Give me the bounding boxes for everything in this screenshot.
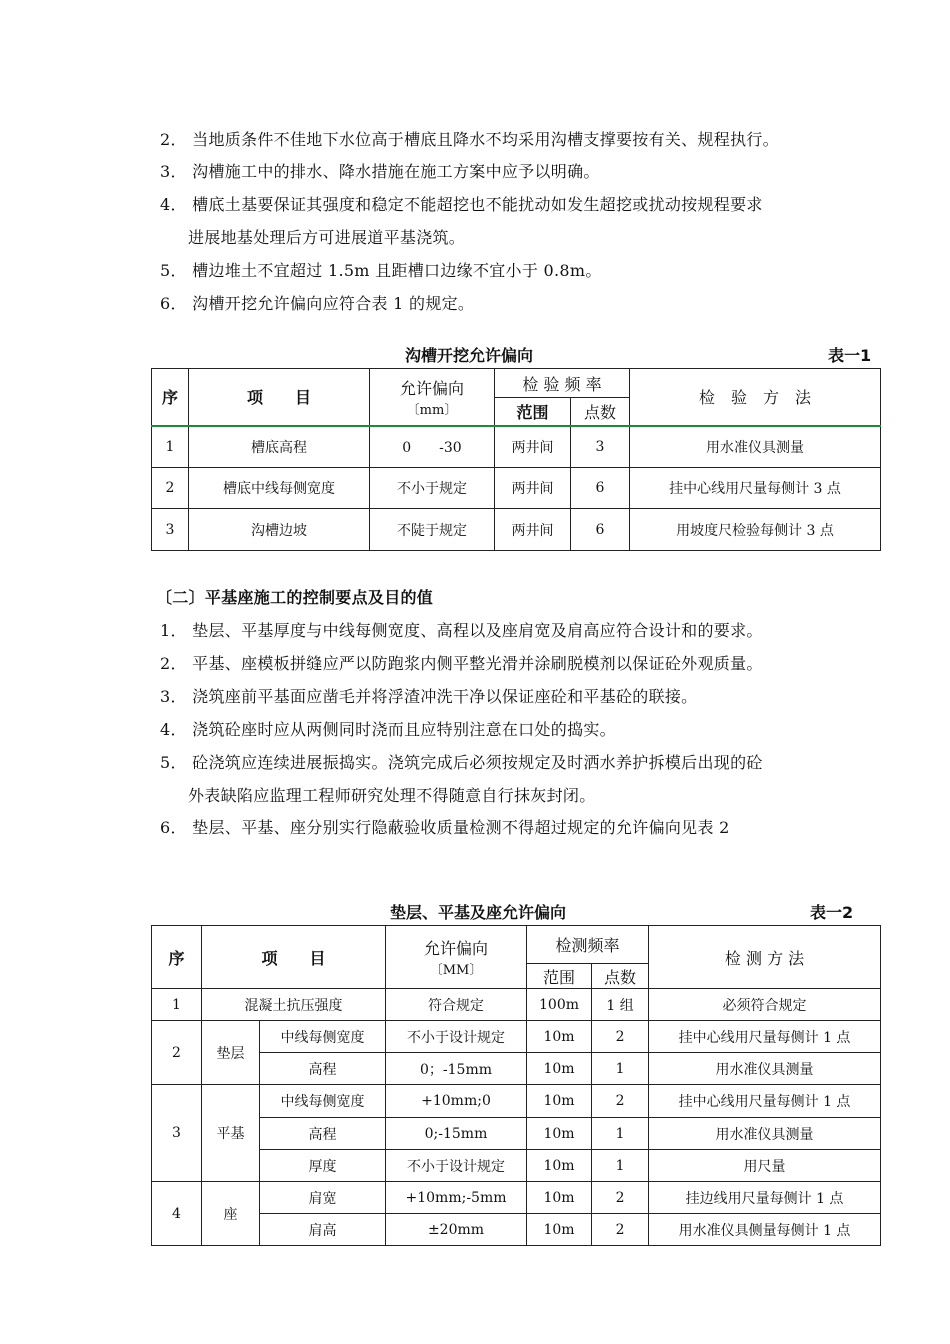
cell-range: 两井间	[495, 468, 571, 509]
cell-method: 用水准仪具侧量每侧计 1 点	[649, 1214, 881, 1246]
header-method: 检 测 方 法	[649, 926, 881, 989]
cell-method: 用水准仪具测量	[649, 1118, 881, 1150]
cell-tolerance: 不陡于规定	[370, 509, 495, 551]
table-row	[152, 1214, 881, 1246]
cell-method: 用水准仪具测量	[649, 1053, 881, 1085]
cell-group: 座	[202, 1182, 260, 1246]
cell-seq: 3	[152, 1085, 202, 1182]
cell-item: 沟槽边坡	[189, 509, 370, 551]
header-item: 项 目	[202, 926, 386, 989]
table1	[151, 368, 881, 551]
cell-tolerance: 不小于规定	[370, 468, 495, 509]
table2-title: 垫层、平基及座允许偏向	[390, 903, 567, 922]
cell-points: 1	[592, 1150, 649, 1182]
list-item: 4． 槽底土基要保证其强度和稳定不能超挖也不能扰动如发生超挖或扰动按规程要求	[160, 195, 763, 214]
cell-points: 1	[592, 1118, 649, 1150]
cell-item: 槽底高程	[189, 426, 370, 468]
list-item: 6． 垫层、平基、座分别实行隐蔽验收质量检测不得超过规定的允许偏向见表 2	[160, 818, 730, 837]
cell-group: 平基	[202, 1085, 260, 1182]
cell-range: 10m	[527, 1118, 592, 1150]
cell-points: 1 组	[592, 989, 649, 1021]
table2-label: 表一2	[810, 903, 854, 922]
cell-seq: 2	[152, 468, 189, 509]
cell-tolerance: 符合规定	[386, 989, 527, 1021]
table-row	[152, 1021, 881, 1053]
cell-seq: 1	[152, 989, 202, 1021]
cell-tolerance: 0 -30	[370, 426, 495, 468]
table-row	[152, 509, 881, 551]
cell-points: 3	[571, 426, 630, 468]
cell-seq: 1	[152, 426, 189, 468]
cell-group: 垫层	[202, 1021, 260, 1085]
table-row	[152, 1118, 881, 1150]
cell-tolerance: ±20mm	[386, 1214, 527, 1246]
header-item: 项 目	[189, 369, 370, 426]
cell-seq: 3	[152, 509, 189, 551]
cell-range: 10m	[527, 1214, 592, 1246]
table1-label: 表一1	[828, 346, 872, 365]
cell-range: 10m	[527, 1021, 592, 1053]
cell-item: 中线每侧宽度	[260, 1085, 386, 1118]
cell-method: 用水准仪具测量	[630, 426, 881, 468]
list-item: 4． 浇筑砼座时应从两侧同时浇而且应特别注意在口处的捣实。	[160, 720, 616, 739]
list-item: 1． 垫层、平基厚度与中线每侧宽度、高程以及座肩宽及肩高应符合设计和的要求。	[160, 621, 763, 640]
cell-points: 1	[592, 1053, 649, 1085]
table-row	[152, 1085, 881, 1118]
cell-item: 混凝土抗压强度	[202, 989, 386, 1021]
cell-method: 挂边线用尺量每侧计 1 点	[649, 1182, 881, 1214]
cell-method: 必须符合规定	[649, 989, 881, 1021]
list-item-continuation: 外表缺陷应监理工程师研究处理不得随意自行抹灰封闭。	[188, 786, 596, 805]
header-seq: 序	[152, 369, 189, 426]
cell-tolerance: 不小于设计规定	[386, 1021, 527, 1053]
header-points: 点数	[571, 398, 630, 426]
cell-points: 2	[592, 1085, 649, 1118]
cell-tolerance: +10mm;0	[386, 1085, 527, 1118]
cell-range: 100m	[527, 989, 592, 1021]
cell-range: 10m	[527, 1053, 592, 1085]
cell-seq: 2	[152, 1021, 202, 1085]
list-item: 3． 沟槽施工中的排水、降水措施在施工方案中应予以明确。	[160, 162, 600, 181]
cell-range: 10m	[527, 1182, 592, 1214]
cell-seq: 4	[152, 1182, 202, 1246]
list-item: 5． 槽边堆土不宜超过 1.5m 且距槽口边缘不宜小于 0.8m。	[160, 261, 602, 280]
cell-method: 挂中心线用尺量每侧计 1 点	[649, 1021, 881, 1053]
table-row	[152, 426, 881, 468]
cell-points: 6	[571, 509, 630, 551]
table-row	[152, 1182, 881, 1214]
table1-title: 沟槽开挖允许偏向	[405, 346, 534, 365]
cell-tolerance: 0；-15mm	[386, 1053, 527, 1085]
cell-points: 2	[592, 1021, 649, 1053]
list-item: 5． 砼浇筑应连续进展振捣实。浇筑完成后必须按规定及时洒水养护拆模后出现的砼	[160, 753, 763, 772]
list-item: 2． 平基、座模板拼缝应严以防跑浆内侧平整光滑并涂刷脱模剂以保证砼外观质量。	[160, 654, 763, 673]
cell-item: 厚度	[260, 1150, 386, 1182]
cell-range: 10m	[527, 1085, 592, 1118]
cell-tolerance: +10mm;-5mm	[386, 1182, 527, 1214]
cell-method: 用坡度尺检验每侧计 3 点	[630, 509, 881, 551]
header-range: 范围	[527, 964, 592, 989]
cell-range: 两井间	[495, 509, 571, 551]
cell-points: 6	[571, 468, 630, 509]
cell-item: 中线每侧宽度	[260, 1021, 386, 1053]
list-item: 6． 沟槽开挖允许偏向应符合表 1 的规定。	[160, 294, 475, 313]
table2	[151, 925, 881, 1246]
list-item-continuation: 进展地基处理后方可进展道平基浇筑。	[188, 228, 466, 247]
cell-tolerance: 0;-15mm	[386, 1118, 527, 1150]
header-points: 点数	[592, 964, 649, 989]
cell-item: 高程	[260, 1053, 386, 1085]
table-row	[152, 1150, 881, 1182]
header-tolerance: 允许偏向 〔MM〕	[386, 926, 527, 989]
cell-range: 两井间	[495, 426, 571, 468]
header-seq: 序	[152, 926, 202, 989]
cell-item: 肩宽	[260, 1182, 386, 1214]
cell-item: 槽底中线每侧宽度	[189, 468, 370, 509]
header-freq: 检 验 频 率	[495, 369, 630, 398]
header-tolerance: 允许偏向 〔mm〕	[370, 369, 495, 426]
cell-method: 用尺量	[649, 1150, 881, 1182]
cell-item: 肩高	[260, 1214, 386, 1246]
header-method: 检 验 方 法	[630, 369, 881, 426]
table-row	[152, 1053, 881, 1085]
table-row	[152, 989, 881, 1021]
cell-method: 挂中心线用尺量每侧计 3 点	[630, 468, 881, 509]
cell-item: 高程	[260, 1118, 386, 1150]
cell-range: 10m	[527, 1150, 592, 1182]
header-range: 范围	[495, 398, 571, 426]
header-freq: 检测频率	[527, 926, 649, 964]
section-heading: 〔二〕平基座施工的控制要点及目的值	[156, 588, 434, 607]
cell-points: 2	[592, 1182, 649, 1214]
table-row	[152, 468, 881, 509]
list-item: 3． 浇筑座前平基面应凿毛并将浮渣冲洗干净以保证座砼和平基砼的联接。	[160, 687, 698, 706]
cell-method: 挂中心线用尺量每侧计 1 点	[649, 1085, 881, 1118]
cell-tolerance: 不小于设计规定	[386, 1150, 527, 1182]
list-item: 2． 当地质条件不佳地下水位高于槽底且降水不均采用沟槽支撑要按有关、规程执行。	[160, 130, 779, 149]
cell-points: 2	[592, 1214, 649, 1246]
